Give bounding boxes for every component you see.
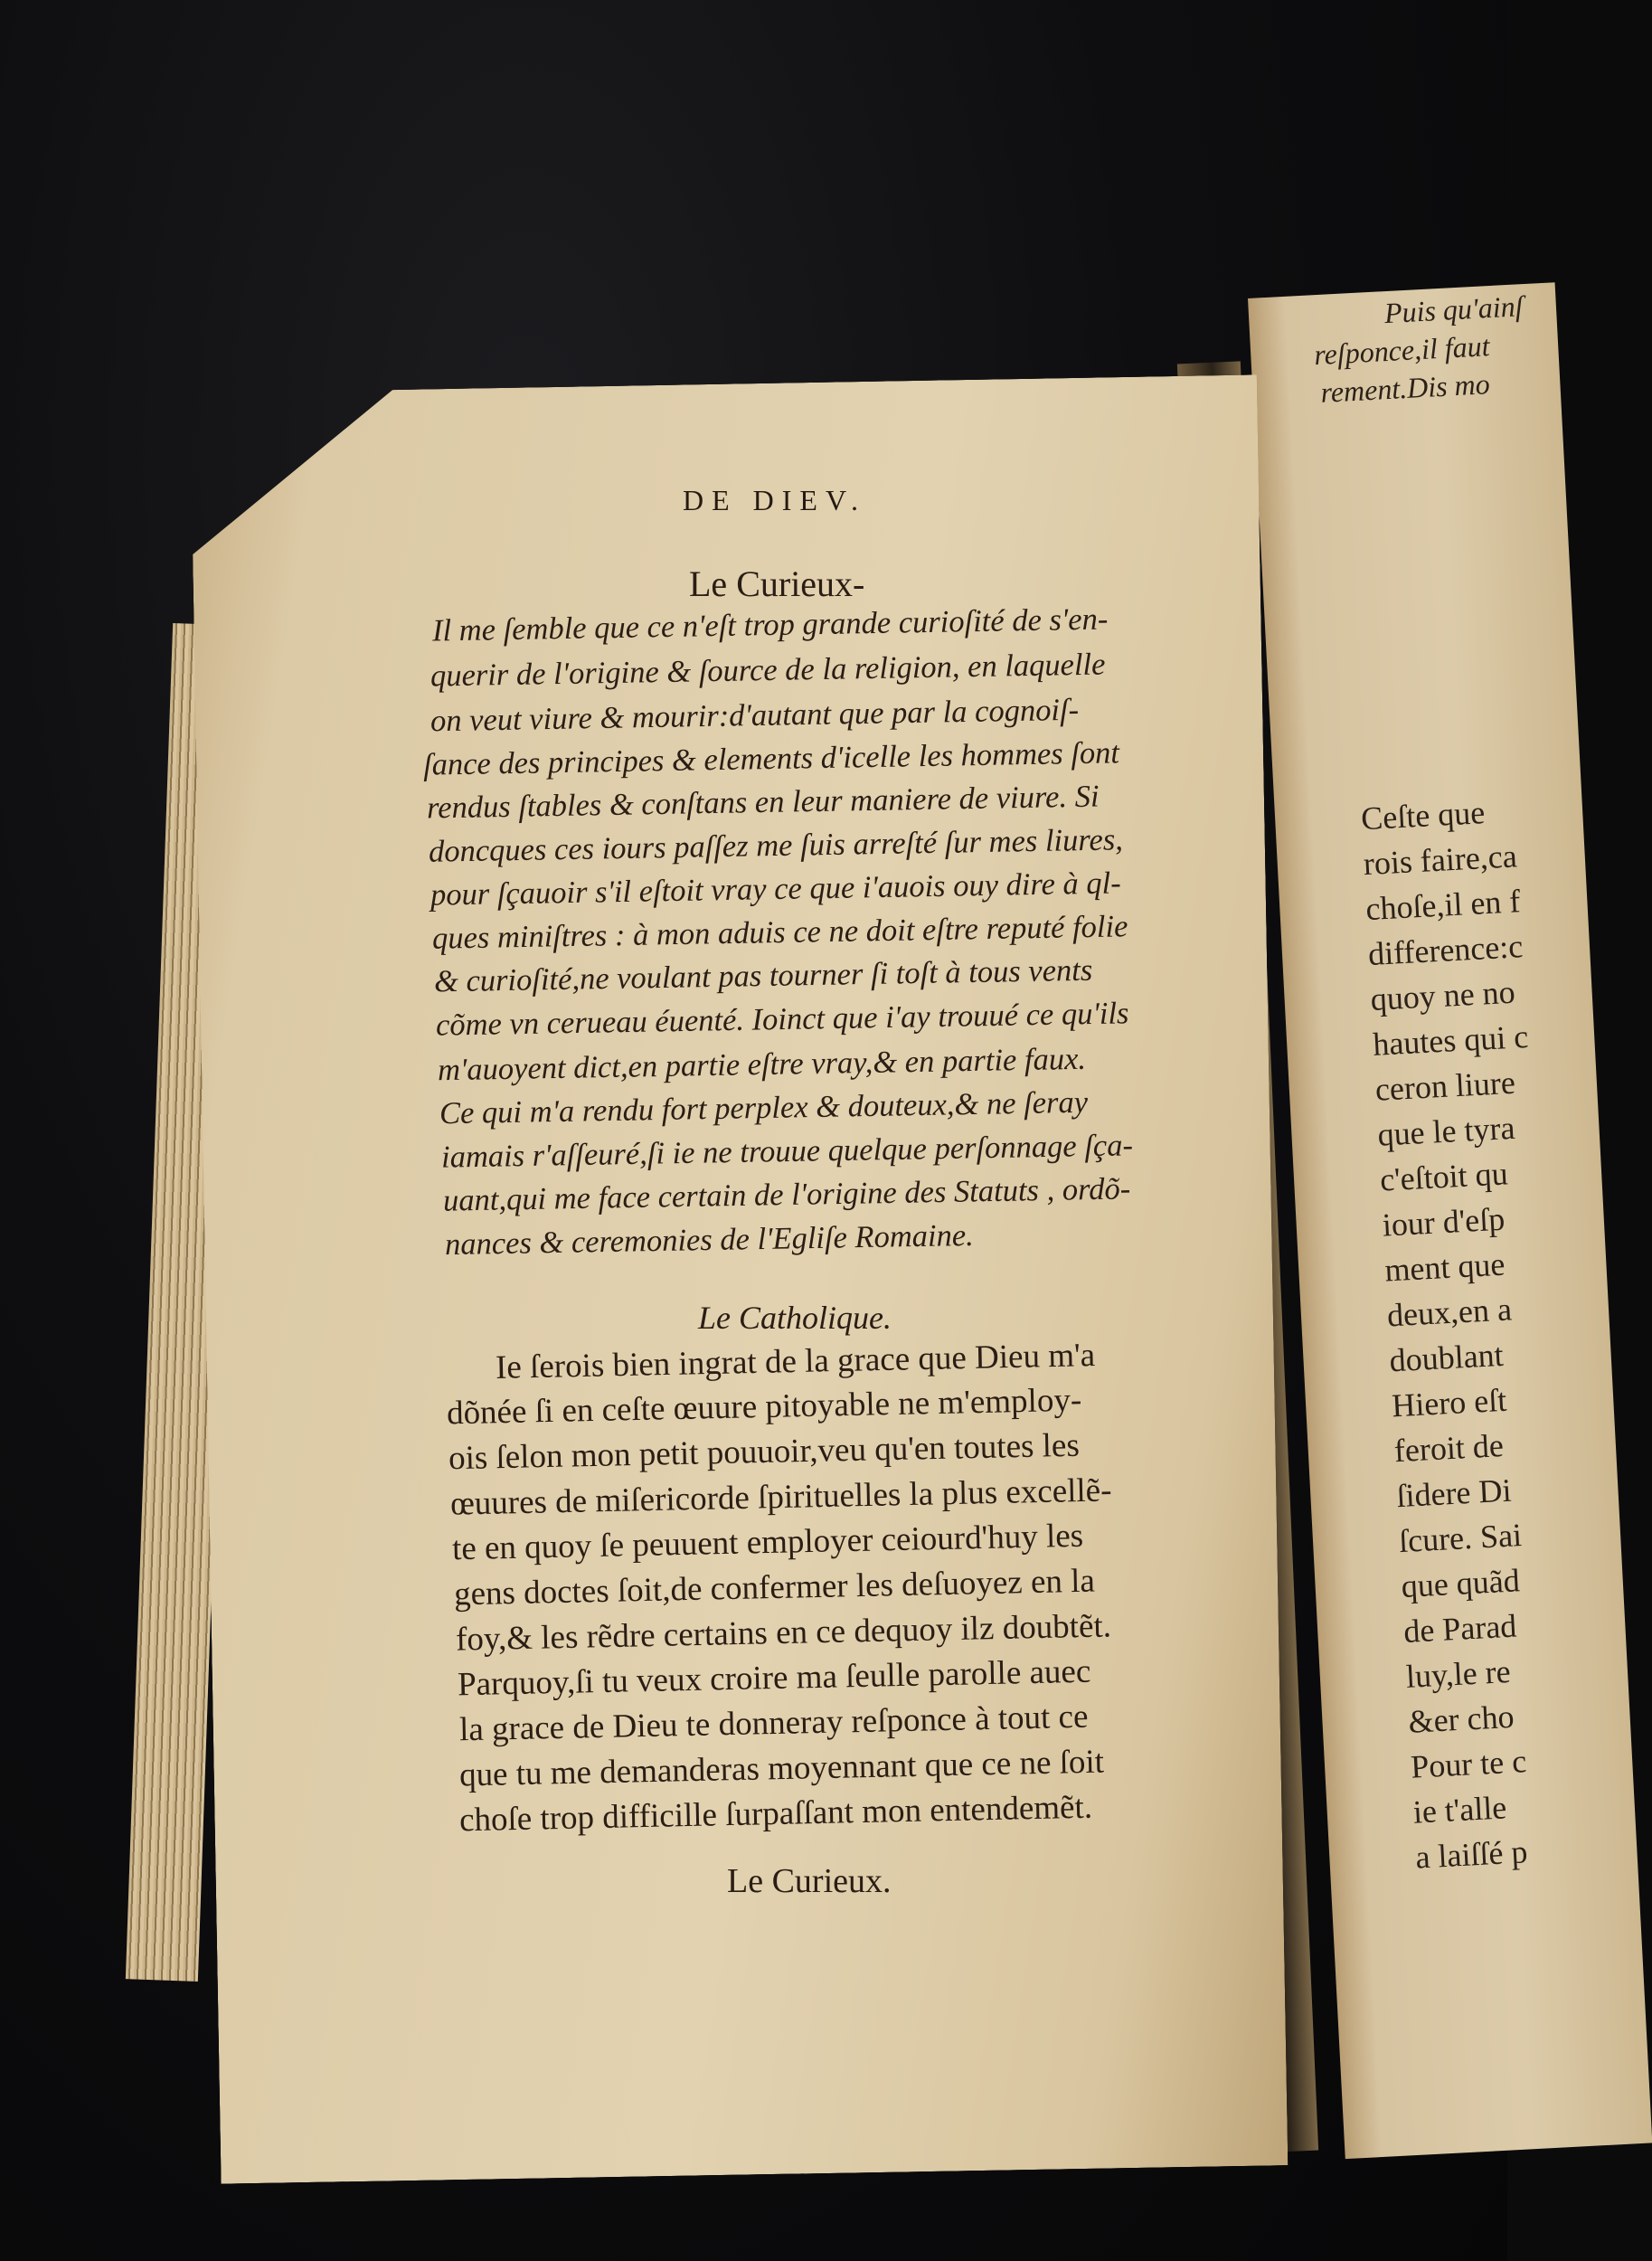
- right-body-line: ment que: [1383, 1245, 1506, 1289]
- curieux-text-line: pour ſçauoir s'il eſtoit vray ce que i'auois ouy dire à ql-: [430, 866, 1121, 913]
- right-body-line: Hiero eſt: [1391, 1381, 1508, 1424]
- right-header-line: reſponce,il faut: [1313, 329, 1491, 372]
- curieux-text-line: uant,qui me face certain de l'origine des Statuts , ordõ-: [442, 1171, 1131, 1218]
- catholique-text-line: foy,& les rẽdre certains en ce dequoy ilz doubtẽt.: [455, 1607, 1112, 1659]
- right-body-line: &er cho: [1407, 1698, 1515, 1740]
- catholique-text-line: choſe trop difficille ſurpaſſant mon entendemẽt.: [458, 1788, 1093, 1840]
- right-body-line: iour d'eſp: [1381, 1200, 1506, 1244]
- right-body-line: Pour te c: [1410, 1743, 1528, 1785]
- right-body-line: hautes qui c: [1372, 1017, 1530, 1063]
- right-body-line: luy,le re: [1404, 1652, 1512, 1695]
- right-header-line: rement.Dis mo: [1319, 367, 1491, 409]
- curieux-text-line: m'auoyent dict,en partie eſtre vray,& en partie faux.: [437, 1041, 1087, 1088]
- right-body-line: ſidere Di: [1395, 1471, 1513, 1515]
- curieux-text-line: ques miniſtres : à mon aduis ce ne doit eſtre reputé folie: [431, 909, 1128, 956]
- right-body-line: choſe,il en f: [1364, 883, 1522, 928]
- curieux-text-line: ſance des principes & elements d'icelle les hommes ſont: [422, 735, 1120, 782]
- catholique-text-line: œuures de miſericorde ſpirituelles la plus excellẽ-: [449, 1471, 1112, 1523]
- catholique-text-line: la grace de Dieu te donneray reſponce à tout ce: [458, 1698, 1089, 1749]
- speaker-heading-curieux: Le Curieux-: [689, 563, 865, 604]
- right-body-line: ſcure. Sai: [1398, 1517, 1523, 1560]
- curieux-text-line: on veut viure & mourir:d'autant que par la cognoiſ-: [430, 692, 1080, 739]
- catholique-text-line: gens doctes ſoit,de confermer les deſuoyez en la: [453, 1562, 1096, 1613]
- curieux-text-line: Il me ſemble que ce n'eſt trop grande curioſité de s'en-: [431, 601, 1109, 648]
- right-body-line: Ceſte que: [1360, 794, 1487, 837]
- catholique-text-line: te en quoy ſe peuuent employer ceiourd'huy les: [451, 1517, 1084, 1568]
- right-body-line: ceron liure: [1374, 1064, 1516, 1108]
- right-body-line: c'eſtoit qu: [1379, 1155, 1509, 1198]
- right-body-line: a laiſſé p: [1414, 1833, 1529, 1876]
- curieux-text-line: rendus ſtables & conſtans en leur maniere de viure. Si: [426, 779, 1100, 826]
- catholique-text-line: Parquoy,ſi tu veux croire ma ſeulle parolle auec: [457, 1652, 1091, 1704]
- running-head: DE DIEV.: [683, 484, 866, 516]
- catholique-text-line: Ie ſerois bien ingrat de la grace que Dieu m'a: [495, 1337, 1096, 1386]
- curieux-text-line: nances & ceremonies de l'Egliſe Romaine.: [444, 1217, 975, 1263]
- right-body-line: deux,en a: [1386, 1291, 1513, 1334]
- speaker-heading-catholique: Le Catholique.: [698, 1300, 892, 1336]
- right-body-line: quoy ne no: [1369, 973, 1516, 1017]
- catholique-text-line: dõnée ſi en ceſte œuure pitoyable ne m'employ-: [446, 1381, 1082, 1433]
- catchword: Le Curieux.: [727, 1862, 892, 1900]
- right-body-line: feroit de: [1392, 1426, 1505, 1470]
- curieux-text-line: & curioſité,ne voulant pas tourner ſi toſt à tous vents: [433, 952, 1093, 999]
- curieux-text-line: iamais r'aſſeuré,ſi ie ne trouue quelque perſonnage ſça-: [440, 1128, 1134, 1175]
- curieux-text-line: Ce qui m'a rendu fort perplex & douteux,& ne ſeray: [439, 1084, 1089, 1131]
- right-body-line: ie t'alle: [1411, 1789, 1508, 1831]
- right-body-line: doublant: [1388, 1336, 1505, 1379]
- right-body-line: de Parad: [1402, 1607, 1518, 1650]
- catholique-text-line: ois ſelon mon petit pouuoir,veu qu'en toutes les: [448, 1426, 1081, 1478]
- curieux-text-line: doncques ces iours paſſez me ſuis arreſté ſur mes liures,: [428, 822, 1124, 869]
- right-body-line: difference:c: [1367, 928, 1525, 972]
- right-body-line: que quãd: [1400, 1562, 1521, 1605]
- curieux-text-line: querir de l'origine & ſource de la religion, en laquelle: [430, 647, 1106, 694]
- curieux-text-line: cõme vn cerueau éuenté. Ioinct que i'ay trouué ce qu'ils: [435, 996, 1129, 1043]
- left-page: [190, 374, 1288, 2183]
- right-header-line: Puis qu'ainſ: [1383, 289, 1525, 330]
- right-body-line: que le tyra: [1376, 1109, 1516, 1153]
- right-body-line: rois faire,ca: [1362, 837, 1518, 883]
- catholique-text-line: que tu me demanderas moyennant que ce ne ſoit: [458, 1743, 1105, 1794]
